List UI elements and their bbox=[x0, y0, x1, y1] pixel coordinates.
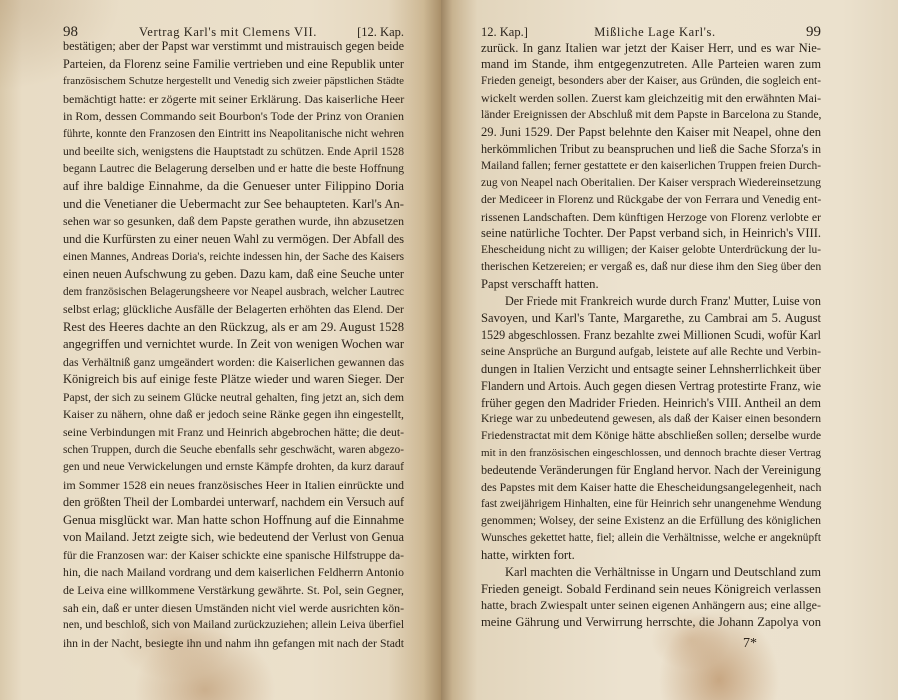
text-line: Königreich bis auf einige feste Plätze wieder und waren Sieger. Der bbox=[63, 372, 404, 387]
text-line: selbst erlag; glückliche Ausfälle der Belagerten erhöhten das Elend. Der bbox=[63, 302, 404, 317]
text-line: in Rom, dessen Commando seit Bourbon's Tode der Prinz von Oranien bbox=[63, 109, 404, 124]
text-line: zug von Neapel nach Oberitalien. Der Kaiser versprach Wiedereinsetzung bbox=[481, 176, 822, 189]
text-line: meine Gährung und Verwirrung herrschte, die Johann Zapolya von bbox=[481, 615, 821, 630]
text-line: therischen Ketzereien; er vergaß es, daß nur diese ihm den Sieg über den bbox=[481, 260, 822, 274]
running-title: Mißliche Lage Karl's. bbox=[594, 25, 716, 39]
text-line: begann Lautrec die Belagerung derselben und er hatte die beste Hoffnung bbox=[63, 162, 404, 175]
text-line: mand im Stande, ihm entgegenzutreten. Alle Parteien waren zum bbox=[481, 57, 821, 72]
chapter-marker: 12. Kap.] bbox=[481, 25, 528, 39]
text-line: bedeutende Veränderungen für England hervor. Nach der Vereinigung bbox=[481, 463, 821, 478]
text-line: Mailand fallen; ferner gestattete er den kaiserlichen Truppen freien Durch- bbox=[481, 159, 821, 172]
text-line: früher gegen den Madrider Frieden. Heinrich's VIII. Antheil an dem bbox=[481, 395, 821, 410]
text-line: Wunsches gekettet hatte, fiel; allein die Verhältnisse, welche er angeknüpft bbox=[481, 531, 821, 544]
text-line: im Sommer 1528 ein neues französisches Heer in Italien einrückte und bbox=[63, 477, 404, 492]
page-header bbox=[481, 23, 821, 41]
text-line: Savoyen, und Karl's Tante, Margarethe, zu Cambrai am 5. August bbox=[481, 311, 821, 325]
text-line: de Leiva eine willkommene Verstärkung gewährte. St. Pol, sein Gegner, bbox=[63, 582, 404, 597]
text-line: Frieden geneigt. Sobald Ferdinand sein neues Königreich verlassen bbox=[481, 581, 821, 596]
text-line: und beeilte sich, wenigstens die Hauptstadt zu schützen. Ende April 1528 bbox=[63, 145, 404, 159]
body-text bbox=[63, 38, 404, 652]
text-line: ihn in der Nacht, besiegte ihn und nahm ihn gefangen mit nach der Stadt bbox=[63, 636, 404, 650]
text-line: wickelt werden sollen. Zuerst kam gleichzeitig mit den erwähnten Mai- bbox=[481, 91, 822, 106]
text-line: genommen; Wolsey, der seine Existenz an die Erfüllung des königlichen bbox=[481, 513, 821, 527]
page-number: 99 bbox=[806, 24, 821, 40]
text-line: fast zweijährigem Hinhalten, eine für Heinrich sehr unangenehme Wendung bbox=[481, 497, 822, 510]
chapter-marker: [12. Kap. bbox=[357, 25, 404, 39]
text-line: das Verhältniß ganz umgeändert worden: die Kaiserlichen gewannen das bbox=[63, 355, 404, 369]
text-line: seine Verbindungen mit Franz und Heinrich abgebrochen hätte; die deut- bbox=[63, 426, 404, 440]
text-line: sah ein, daß er unter diesen Umständen nicht viel werde ausrichten kön- bbox=[63, 600, 404, 615]
text-line: und die Kurfürsten zu einer neuen Wahl zu vermögen. Der Abfall des bbox=[63, 232, 404, 247]
text-line: mit in den französischen eingeschlossen, und dennoch brachte dieser Vertrag bbox=[481, 447, 821, 460]
text-line: Flandern und Artois. Auch gegen diesen Vertrag protestirte Franz, wie bbox=[481, 378, 821, 393]
text-line: nen, und beschloß, sich von Mailand zurückzuziehen; allein Leiva überfiel bbox=[63, 619, 404, 632]
text-line: auf ihre baldige Einnahme, da die Genueser unter Filippino Doria bbox=[63, 179, 404, 194]
text-line: hatte, wirkten fort. bbox=[481, 547, 575, 562]
text-line: 1529 abgeschlossen. Franz bezahlte zwei Millionen Scudi, wofür Karl bbox=[481, 327, 821, 342]
text-line: schen Truppen, durch die Seuche ebenfalls sehr geschwächt, waren abgezo- bbox=[63, 443, 404, 456]
right-page bbox=[441, 0, 898, 700]
text-line: Ehescheidung nicht zu willigen; der Kaiser gelobte Unterdrückung der lu- bbox=[481, 244, 821, 257]
left-page bbox=[0, 0, 441, 700]
text-line: bemächtigt hatte: er zögerte mit seiner Erklärung. Das kaiserliche Heer bbox=[63, 91, 405, 106]
text-line: Frieden geneigt, besonders aber der Kaiser, aus Gründen, die sogleich ent- bbox=[481, 75, 821, 88]
text-line: Friedenstractat mit dem Könige hätte abschließen sollen; derselbe wurde bbox=[481, 429, 822, 443]
text-line: und die Venetianer die Uebermacht zur See behaupteten. Karl's An- bbox=[63, 196, 404, 211]
text-line: seine natürliche Tochter. Der Papst verband sich, in Heinrich's VIII. bbox=[481, 226, 821, 241]
text-line: führte, konnte den Franzosen den Eintritt ins Neapolitanische nicht wehren bbox=[63, 127, 404, 140]
text-line: einen neuen Aufschwung zu geben. Dazu kam, daß eine Seuche unter bbox=[63, 267, 404, 282]
text-line: zurück. In ganz Italien war jetzt der Kaiser Herr, und es war Nie- bbox=[481, 40, 821, 55]
text-line: Kaiser zu nähern, ohne daß er jedoch seine Ränke gegen ihn eingestellt, bbox=[63, 407, 404, 422]
text-line: sehen war so gesunken, daß dem Papste gerathen wurde, ihn abzusetzen bbox=[63, 214, 404, 229]
text-line: dungen in Italien Verzicht und entsagte seiner Lehnsherrlichkeit über bbox=[481, 361, 821, 376]
text-line: Parteien, da Florenz seine Familie vertrieben und eine Republik unter bbox=[63, 56, 404, 71]
text-line: länder Ereignissen der Abschluß mit dem Papste in Barcelona zu Stande, bbox=[481, 108, 822, 122]
text-line: Papst verschafft hatten. bbox=[481, 277, 599, 292]
text-line: rissenen Landschaften. Dem künftigen Herzoge von Florenz verlobte er bbox=[481, 209, 821, 224]
text-line: für die Franzosen war: der Kaiser schickte eine spanische Hilfstruppe da- bbox=[63, 548, 404, 562]
text-line: von Mailand. Jetzt zeigte sich, wie bedeutend der Verlust von Genua bbox=[63, 530, 404, 545]
text-line: Papst, der sich zu seinem Glücke neutral gehalten, fing jetzt an, sich dem bbox=[63, 390, 404, 404]
text-line: bestätigen; aber der Papst war verstimmt und mistrauisch gegen beide bbox=[63, 39, 404, 53]
signature-mark: 7* bbox=[743, 636, 757, 651]
text-line: den größten Theil der Lombardei unterwarf, nachdem ein Versuch auf bbox=[63, 495, 404, 510]
text-line: dem französischen Belagerungsheere vor Neapel ausbrach, welcher Lautrec bbox=[63, 285, 404, 298]
text-line: Rest des Heeres dachte an den Rückzug, als er am 29. August 1528 bbox=[63, 319, 404, 334]
text-line: Karl machten die Verhältnisse in Ungarn und Deutschland zum bbox=[505, 564, 821, 579]
text-line: Der Friede mit Frankreich wurde durch Franz' Mutter, Luise von bbox=[505, 294, 821, 309]
text-line: hatte, brach Zwiespalt unter seinen eigenen Anhängern aus; eine allge- bbox=[481, 598, 821, 613]
page-number: 98 bbox=[63, 24, 78, 40]
running-title: Vertrag Karl's mit Clemens VII. bbox=[139, 25, 317, 39]
text-line: französischem Schutze hergestellt und Venedig sich zweier päpstlichen Städte bbox=[63, 75, 404, 88]
text-line: hin, die nach Mailand vordrang und dem kaiserlichen Feldherrn Antonio bbox=[63, 566, 404, 580]
text-line: der Medicеer in Florenz und Rückgabe der von Ferrara und Venedig ent- bbox=[481, 192, 822, 206]
text-line: 29. Juni 1529. Der Papst belehnte den Kaiser mit Neapel, ohne den bbox=[481, 125, 821, 140]
text-line: herkömmlichen Tribut zu beanspruchen und ließ die Sache Sforza's in bbox=[481, 141, 821, 156]
text-line: gen und neue Verwickelungen und ernste Kämpfe drohten, da kurz darauf bbox=[63, 461, 404, 474]
text-line: einen Mannes, Andreas Doria's, reichte indessen hin, der Sache des Kaisers bbox=[63, 250, 404, 263]
text-line: Kriege war zu unbedeutend gewesen, als daß der Kaiser einen besondern bbox=[481, 412, 821, 426]
body-text bbox=[481, 40, 821, 632]
text-line: angegriffen und vernichtet wurde. In Zeit von wenigen Wochen war bbox=[63, 337, 404, 352]
text-line: des Papstes mit dem Kaiser hatte die Ehescheidungsangelegenheit, nach bbox=[481, 480, 822, 495]
text-line: Genua misglückt war. Man hatte schon Hoffnung auf die Einnahme bbox=[63, 512, 404, 527]
text-line: seine Ansprüche an Burgund aufgab, leistete auf alle Rechte und Verbin- bbox=[481, 344, 821, 358]
